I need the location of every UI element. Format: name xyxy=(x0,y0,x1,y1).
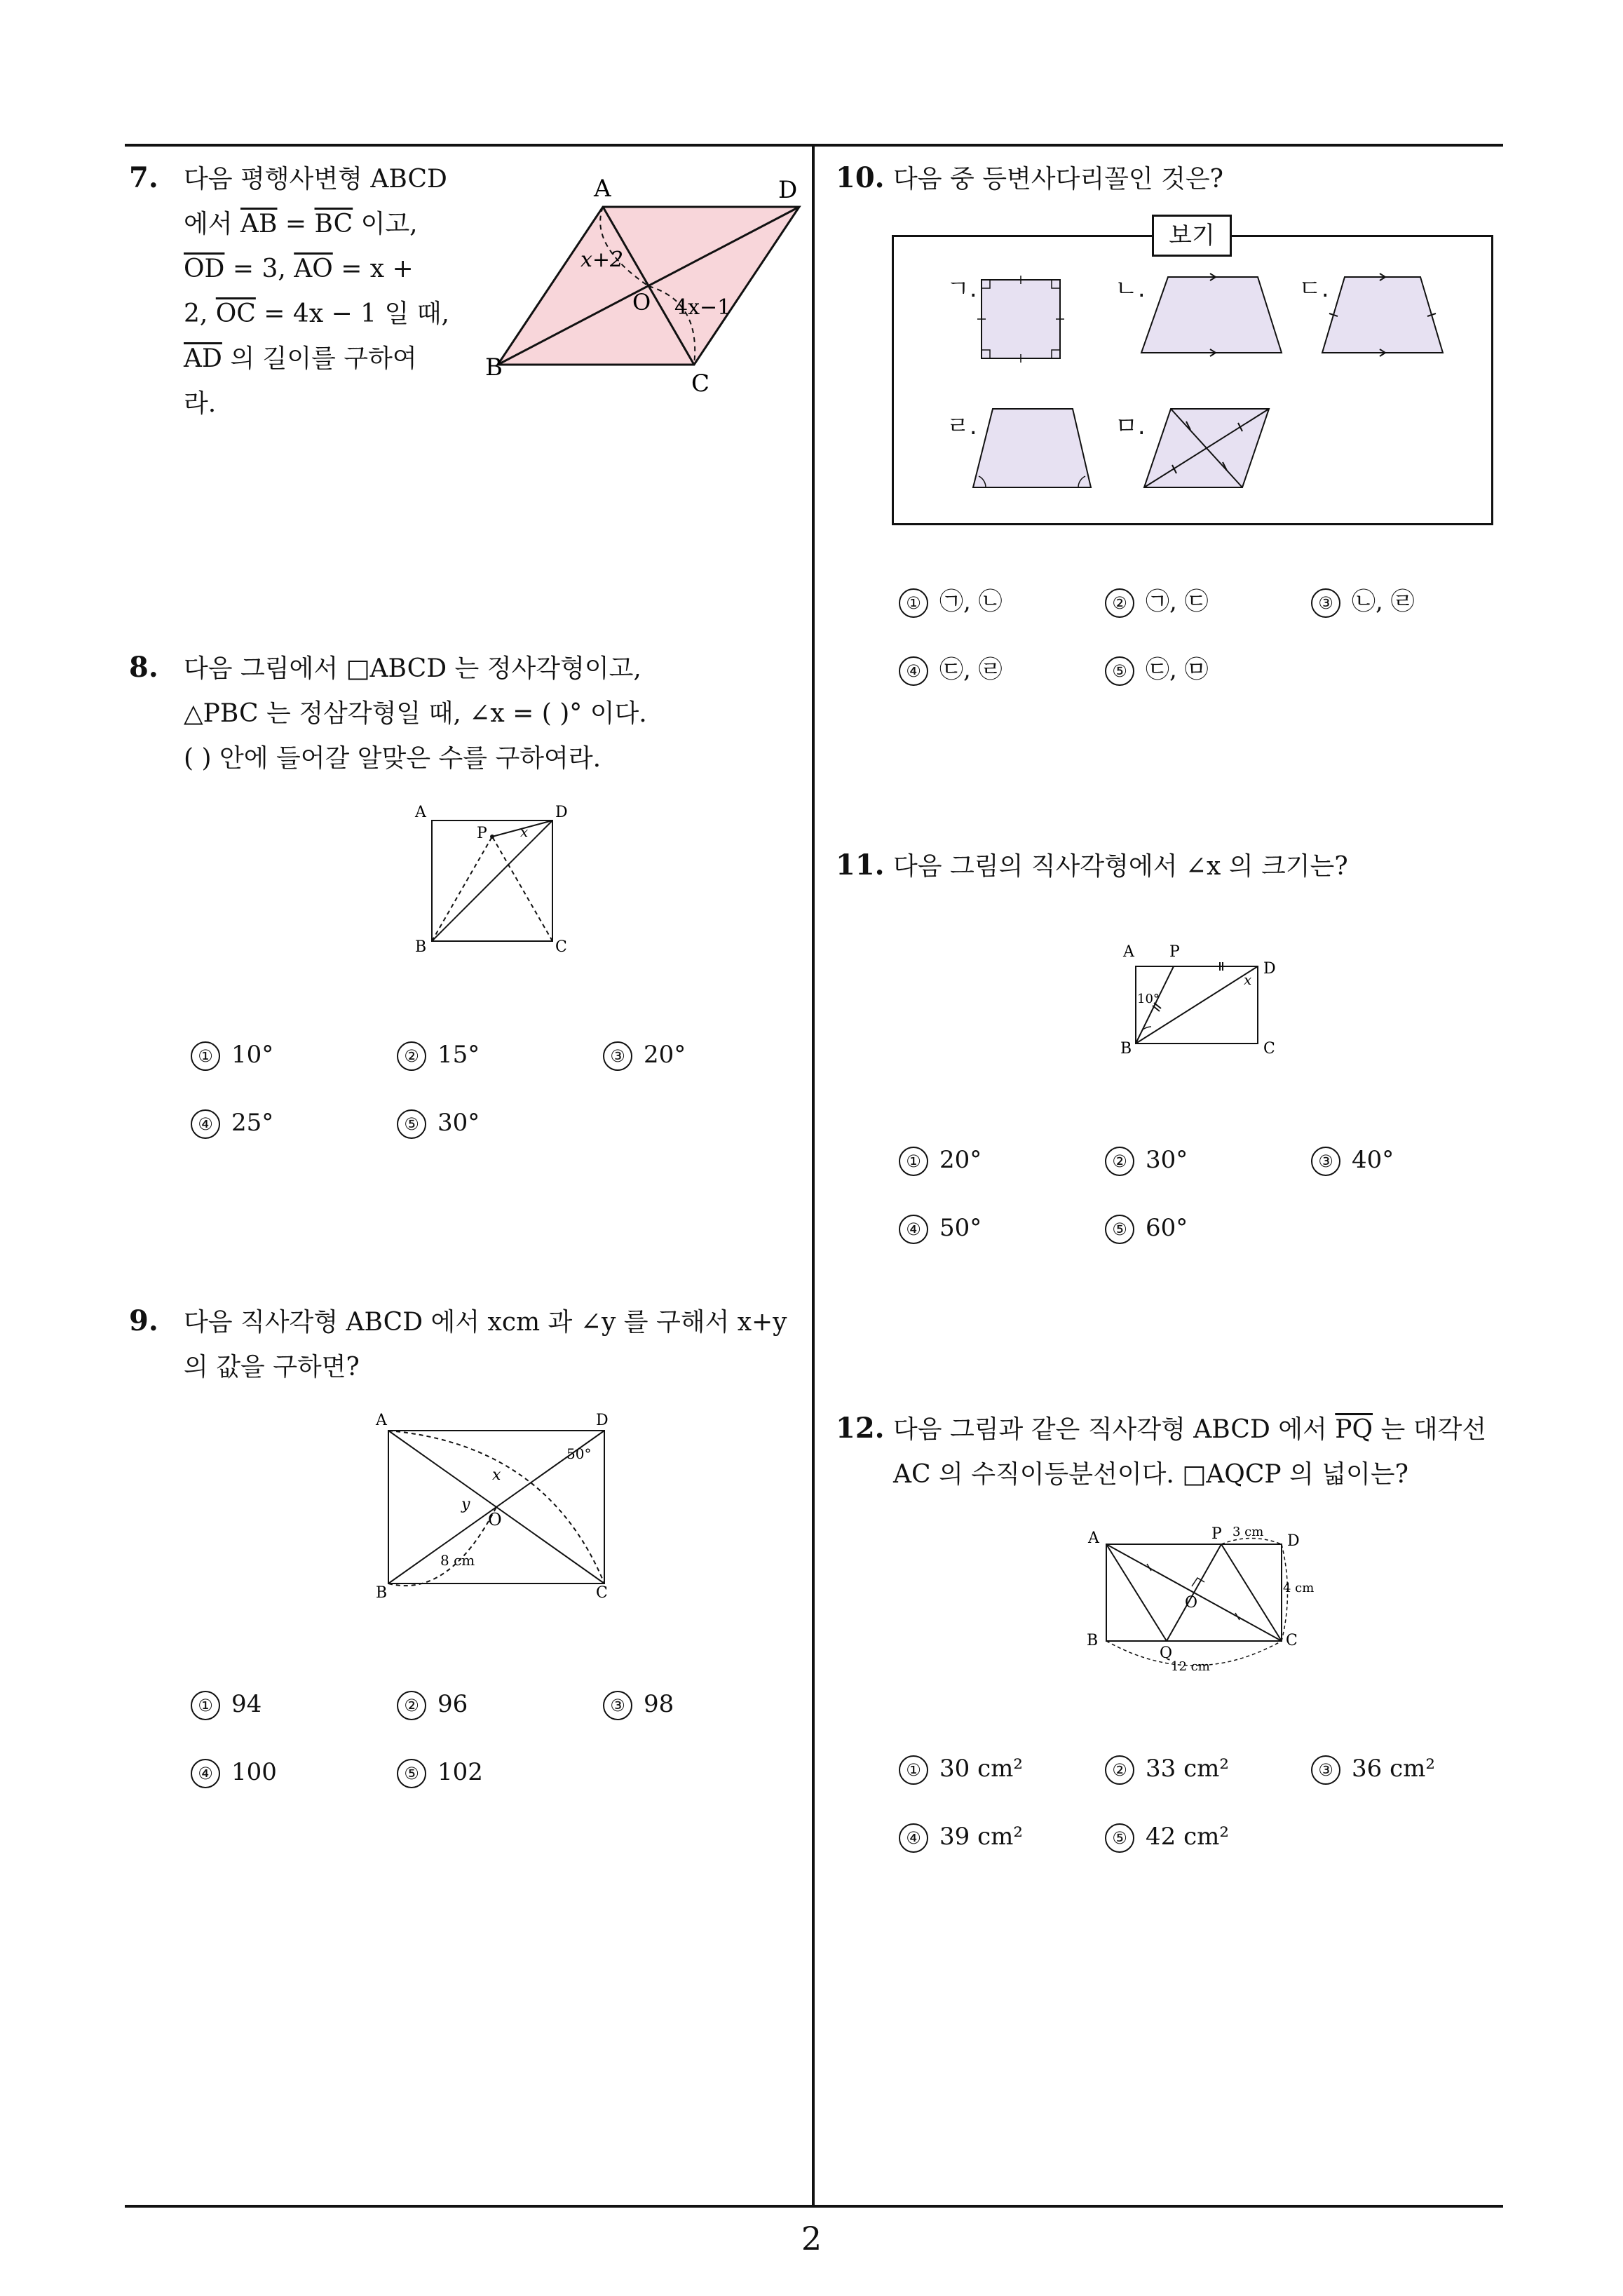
q12-choice-3[interactable]: ③ 36 cm² xyxy=(1311,1755,1435,1785)
label-c: C xyxy=(691,370,710,398)
shape-trapezoid-equal-angles xyxy=(973,409,1091,487)
segment-cp xyxy=(492,837,552,941)
q12-choice-2[interactable]: ② 33 cm² xyxy=(1105,1755,1229,1785)
segment-pc xyxy=(1221,1544,1282,1641)
label-x: x xyxy=(520,823,529,840)
label-d: D xyxy=(778,176,798,204)
q9-text: 다음 직사각형 ABCD 에서 xcm 과 ∠y 를 구해서 x+y 의 값을 구하면? xyxy=(184,1308,787,1382)
q8-choice-2[interactable]: ② 15° xyxy=(397,1041,480,1071)
label-4x-minus-1: 4x−1 xyxy=(674,295,731,320)
label-a: A xyxy=(1123,943,1134,961)
label-o: O xyxy=(488,1510,502,1529)
label-o: O xyxy=(632,289,651,316)
label-a: A xyxy=(594,175,611,203)
q11-choice-5[interactable]: ⑤ 60° xyxy=(1105,1214,1188,1244)
q10-choice-3[interactable]: ③ ㉡, ㉣ xyxy=(1311,582,1415,618)
bogi-label: 보기 xyxy=(1152,215,1232,257)
q12-choice-4[interactable]: ④ 39 cm² xyxy=(899,1823,1023,1853)
q9-number: 9. xyxy=(129,1304,158,1337)
label-b: B xyxy=(1120,1040,1132,1058)
bogi-key-2: ㄴ. xyxy=(1115,275,1146,303)
label-8cm: 8 cm xyxy=(440,1552,475,1569)
bogi-key-4: ㄹ. xyxy=(946,412,977,440)
q11-choice-3[interactable]: ③ 40° xyxy=(1311,1146,1394,1176)
q9-choice-2[interactable]: ② 96 xyxy=(397,1690,468,1720)
label-p: P xyxy=(477,825,487,842)
q12-rectangle-figure xyxy=(1080,1515,1332,1676)
label-3cm: 3 cm xyxy=(1232,1525,1264,1539)
q10-text: 다음 중 등변사다리꼴인 것은? xyxy=(893,165,1223,194)
label-p: P xyxy=(1169,943,1180,961)
q11-text: 다음 그림의 직사각형에서 ∠x 의 크기는? xyxy=(893,852,1348,881)
q12-text: 다음 그림과 같은 직사각형 ABCD 에서 $\overline{PQ}$ 는 대각선 AC 의 수직이등분선이다. □AQCP 의 넓이는? xyxy=(893,1415,1487,1489)
q10-choice-1[interactable]: ① ㉠, ㉡ xyxy=(899,582,1003,618)
label-12cm: 12 cm xyxy=(1171,1659,1210,1674)
bogi-key-5: ㅁ. xyxy=(1115,412,1146,440)
label-x-plus-2: x+2 xyxy=(580,248,624,272)
label-d: D xyxy=(1263,960,1276,978)
q9-choice-5[interactable]: ⑤ 102 xyxy=(397,1758,483,1788)
label-4cm: 4 cm xyxy=(1283,1581,1315,1595)
label-y: y xyxy=(461,1496,470,1513)
q11-rectangle-figure xyxy=(1115,940,1297,1066)
label-b: B xyxy=(1087,1632,1099,1649)
label-50-degree: 50° xyxy=(566,1445,592,1462)
label-d: D xyxy=(1287,1532,1300,1550)
segment-aq xyxy=(1106,1544,1167,1641)
shape-isosceles-trapezoid xyxy=(1322,277,1443,353)
q11-choice-4[interactable]: ④ 50° xyxy=(899,1214,982,1244)
point-p xyxy=(490,835,494,839)
q12-choice-5[interactable]: ⑤ 42 cm² xyxy=(1105,1823,1229,1853)
label-a: A xyxy=(376,1412,387,1429)
page-number: 2 xyxy=(801,2220,822,2257)
q11-choice-2[interactable]: ② 30° xyxy=(1105,1146,1188,1176)
q8-choice-5[interactable]: ⑤ 30° xyxy=(397,1109,480,1139)
q8-text: 다음 그림에서 □ABCD 는 정사각형이고, △PBC 는 정삼각형일 때, ∠x = ( )° 이다. ( ) 안에 들어갈 알맞은 수를 구하여라. xyxy=(184,654,647,773)
shape-trapezoid-parallel xyxy=(1141,277,1282,353)
q11-choice-1[interactable]: ① 20° xyxy=(899,1146,982,1176)
q8-square-figure xyxy=(407,803,582,957)
label-b: B xyxy=(376,1584,388,1602)
q12-choice-1[interactable]: ① 30 cm² xyxy=(899,1755,1023,1785)
label-b: B xyxy=(485,353,503,381)
label-b: B xyxy=(415,938,427,956)
label-x: x xyxy=(492,1466,501,1484)
label-d: D xyxy=(596,1412,609,1429)
column-divider xyxy=(812,144,815,2208)
q10-number: 10. xyxy=(836,161,885,194)
q12-number: 12. xyxy=(836,1412,885,1445)
label-q: Q xyxy=(1160,1645,1173,1662)
q7-parallelogram-figure xyxy=(485,168,813,400)
label-a: A xyxy=(415,804,426,821)
q9-choice-3[interactable]: ③ 98 xyxy=(603,1690,674,1720)
label-c: C xyxy=(596,1584,608,1602)
label-p: P xyxy=(1211,1525,1222,1543)
q11-number: 11. xyxy=(836,849,885,882)
q10-choice-2[interactable]: ② ㉠, ㉢ xyxy=(1105,582,1209,618)
q8-choice-3[interactable]: ③ 20° xyxy=(603,1041,686,1071)
bogi-key-1: ㄱ. xyxy=(946,275,977,303)
segment-pq xyxy=(1167,1544,1221,1641)
q10-choice-5[interactable]: ⑤ ㉢, ㉤ xyxy=(1105,650,1209,686)
label-c: C xyxy=(1263,1040,1275,1058)
q9-choice-4[interactable]: ④ 100 xyxy=(191,1758,277,1788)
label-a: A xyxy=(1088,1529,1099,1547)
label-10-degree: 10° xyxy=(1137,992,1160,1006)
shape-square xyxy=(982,280,1060,358)
q9-rectangle-figure xyxy=(372,1410,624,1606)
q10-choice-4[interactable]: ④ ㉢, ㉣ xyxy=(899,650,1003,686)
q8-number: 8. xyxy=(129,651,158,684)
q9-choice-1[interactable]: ① 94 xyxy=(191,1690,262,1720)
q7-number: 7. xyxy=(129,161,158,194)
label-x: x xyxy=(1244,971,1252,988)
q8-choice-4[interactable]: ④ 25° xyxy=(191,1109,273,1139)
bogi-shapes xyxy=(892,235,1489,521)
bogi-key-3: ㄷ. xyxy=(1298,275,1329,303)
label-o: O xyxy=(1185,1594,1198,1612)
label-d: D xyxy=(555,804,568,821)
q8-choice-1[interactable]: ① 10° xyxy=(191,1041,273,1071)
q7-text: 다음 평행사변형 ABCD 에서 $\overline{AB} = \overline{BC}$ 이고, $\overline{OD} = 3$, $\overline{AO} = x$ + 2, $\overline{OC} = 4x - 1$ 일 때, $\overline{AD}$ 의 길이를 구하여 라. xyxy=(184,165,449,418)
label-c: C xyxy=(1286,1632,1298,1649)
label-c: C xyxy=(555,938,567,956)
bottom-rule xyxy=(125,2205,1503,2208)
